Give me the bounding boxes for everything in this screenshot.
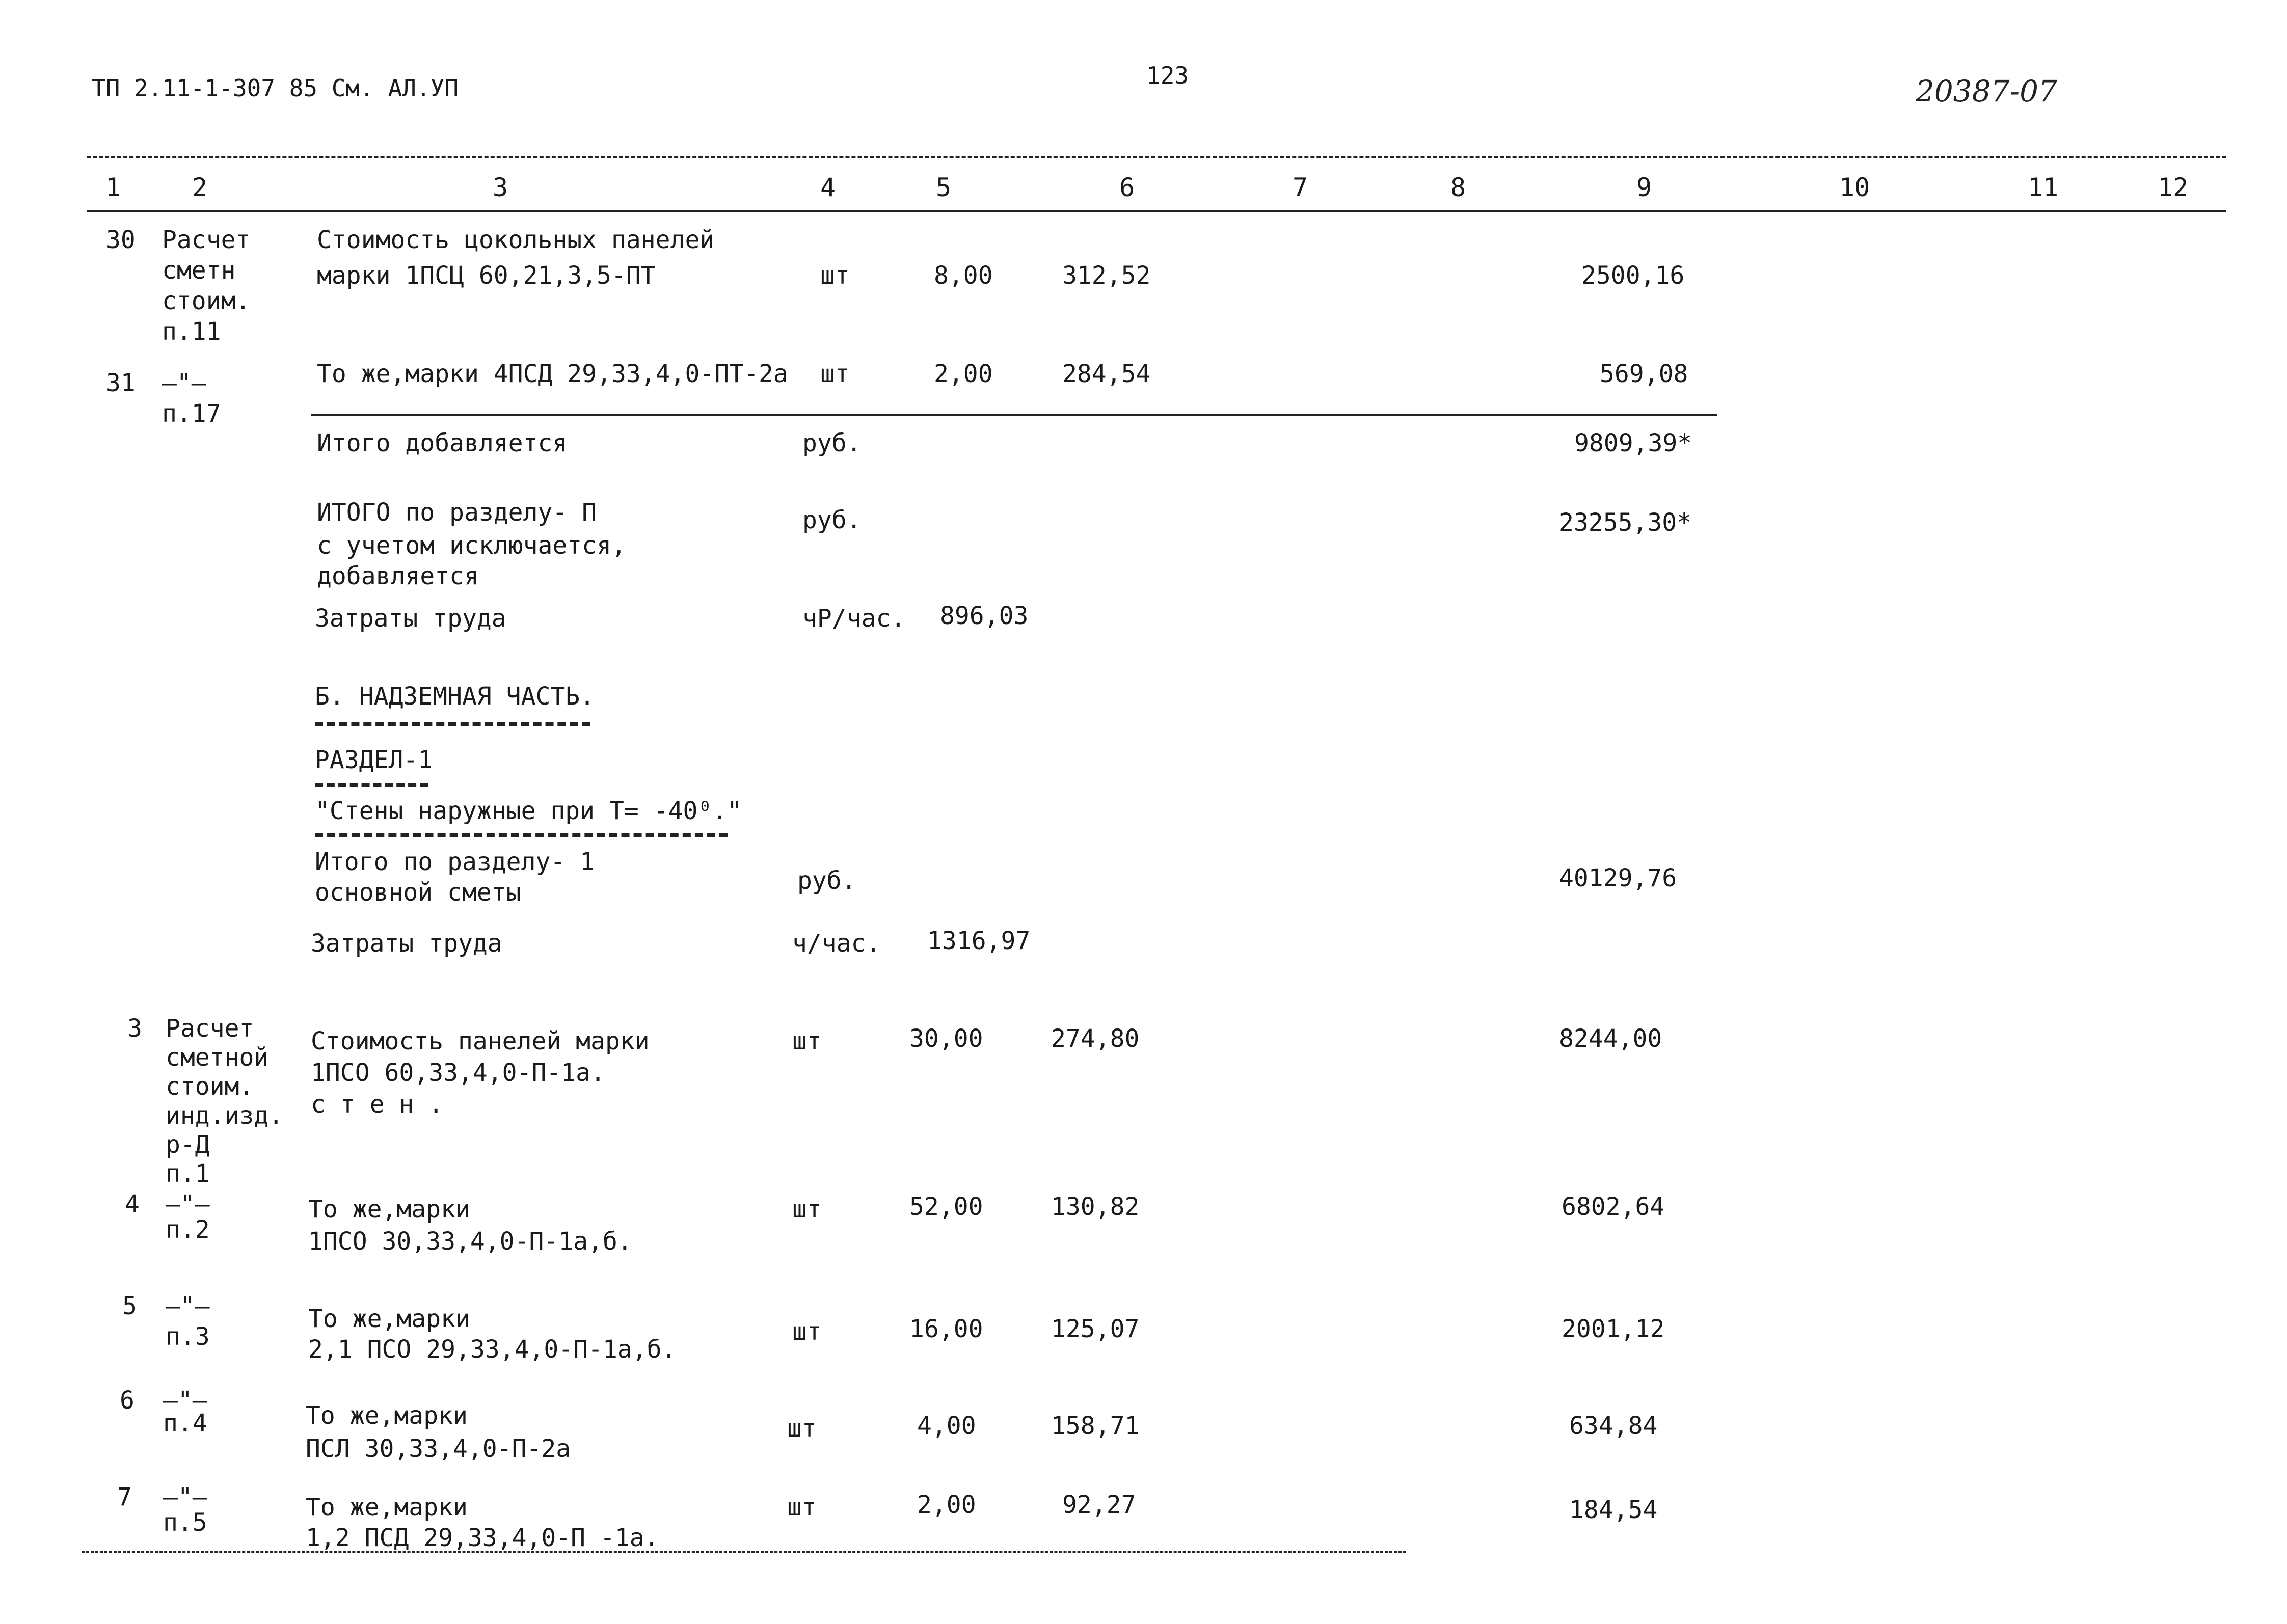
description-line: Стоимость цокольных панелей [317,226,715,254]
reference-line: стоим. [162,287,251,315]
description-line: марки 1ПСЦ 60,21,3,5-ПТ [317,261,656,290]
reference-line: инд.изд. [166,1101,284,1130]
total-amount: 2500,16 [1581,261,1685,290]
quantity: 16,00 [909,1315,983,1343]
description-line: То же,марки [306,1493,468,1522]
total-amount: 40129,76 [1559,864,1677,892]
column-header: 8 [1450,173,1466,202]
description-line: добавляется [317,562,479,590]
heading-underline [315,722,590,726]
quantity: 2,00 [934,360,993,388]
total-amount: 569,08 [1600,360,1688,388]
reference-line: стоим. [166,1072,254,1101]
reference-line: сметн [162,256,236,285]
unit: шт [820,360,850,388]
total-amount: 184,54 [1569,1496,1658,1524]
column-header: 3 [493,173,508,202]
reference-line: —"— [163,1483,207,1511]
unit-price: 312,52 [1062,261,1151,290]
reference-line: —"— [162,369,206,397]
description-line: То же,марки [306,1401,468,1430]
reference-line: —"— [166,1190,210,1219]
column-header: 12 [2158,173,2189,202]
quantity: 1316,97 [927,927,1031,955]
reference-line: п.4 [163,1409,207,1438]
page-number: 123 [1146,62,1189,89]
quantity: 52,00 [909,1193,983,1221]
header-top-rule [87,156,2226,158]
total-amount: 9809,39* [1574,429,1692,457]
column-header: 2 [192,173,208,202]
row-number: 7 [117,1483,132,1511]
description-line: Стоимость панелей марки [311,1027,650,1055]
part-heading: Б. НАДЗЕМНАЯ ЧАСТЬ. [315,682,595,711]
description-line: 1ПСО 30,33,4,0-П-1а,б. [308,1227,632,1256]
unit-price: 158,71 [1051,1412,1140,1440]
reference-line: —"— [166,1292,210,1320]
reference-line: п.11 [162,317,221,346]
quantity: 8,00 [934,261,993,290]
reference-line: р-Д [166,1130,210,1159]
document-code: ТП 2.11-1-307 85 См. АЛ.УП [92,74,459,102]
row-number: 4 [125,1190,140,1219]
unit: шт [787,1414,817,1443]
unit: руб. [802,506,862,534]
total-amount: 23255,30* [1559,508,1692,537]
reference-line: п.2 [166,1215,210,1244]
total-amount: 6802,64 [1562,1193,1665,1221]
reference-line: п.1 [166,1159,210,1188]
column-header: 11 [2028,173,2059,202]
reference-line: сметной [166,1043,269,1072]
quantity: 896,03 [940,602,1029,630]
row-number: 5 [122,1292,137,1320]
reference-line: п.5 [163,1508,207,1537]
column-header: 1 [105,173,121,202]
reference-line: —"— [163,1386,207,1415]
unit: шт [787,1493,817,1522]
description-line: с учетом исключается, [317,531,626,560]
description-line: Затраты труда [311,929,502,958]
reference-line: Расчет [166,1014,254,1043]
unit: руб. [802,429,862,457]
description-line: То же,марки 4ПСД 29,33,4,0-ПТ-2а [317,360,788,388]
section-heading: РАЗДЕЛ-1 [315,746,433,774]
quantity: 2,00 [917,1491,976,1519]
unit: шт [792,1027,822,1055]
description-line: ПСЛ 30,33,4,0-П-2а [306,1434,571,1463]
unit: шт [792,1317,822,1346]
column-header: 6 [1119,173,1135,202]
column-header: 9 [1636,173,1652,202]
description-line: То же,марки [308,1305,470,1333]
column-header: 10 [1839,173,1870,202]
description-line: с т е н . [311,1090,444,1119]
total-amount: 634,84 [1569,1412,1658,1440]
footer-rule [82,1551,1406,1553]
total-amount: 2001,12 [1562,1315,1665,1343]
row-number: 30 [106,226,136,254]
reference-line: Расчет [162,226,251,254]
description-line: Итого добавляется [317,429,568,457]
header-bottom-rule [87,210,2226,212]
column-header: 7 [1293,173,1308,202]
description-line: Затраты труда [315,604,506,633]
column-header: 4 [820,173,836,202]
description-line: 1,2 ПСД 29,33,4,0-П -1а. [306,1524,659,1552]
row-number: 6 [120,1386,134,1415]
unit-price: 274,80 [1051,1024,1140,1053]
unit: ч/час. [792,929,881,958]
unit-price: 125,07 [1051,1315,1140,1343]
unit: чР/час. [802,604,906,633]
heading-underline [315,783,428,787]
reference-line: п.3 [166,1322,210,1351]
total-amount: 8244,00 [1559,1024,1662,1053]
section-subtitle: "Стены наружные при Т= -40⁰." [315,797,742,825]
quantity: 4,00 [917,1412,976,1440]
description-line: ИТОГО по разделу- П [317,498,597,527]
unit-price: 284,54 [1062,360,1151,388]
description-line: основной сметы [315,878,521,907]
unit-price: 130,82 [1051,1193,1140,1221]
heading-underline [315,833,728,837]
column-header: 5 [936,173,952,202]
inventory-number: 20387-07 [1916,74,2057,109]
quantity: 30,00 [909,1024,983,1053]
unit: шт [820,261,850,290]
description-line: Итого по разделу- 1 [315,848,595,876]
row-number: 31 [106,369,136,397]
reference-line: п.17 [162,399,221,428]
unit: руб. [797,867,856,895]
description-line: 2,1 ПСО 29,33,4,0-П-1а,б. [308,1335,677,1364]
description-line: То же,марки [308,1195,470,1224]
unit: шт [792,1195,822,1224]
unit-price: 92,27 [1062,1491,1136,1519]
subtotal-rule [311,414,1717,416]
row-number: 3 [127,1014,142,1043]
description-line: 1ПСО 60,33,4,0-П-1а. [311,1059,605,1087]
